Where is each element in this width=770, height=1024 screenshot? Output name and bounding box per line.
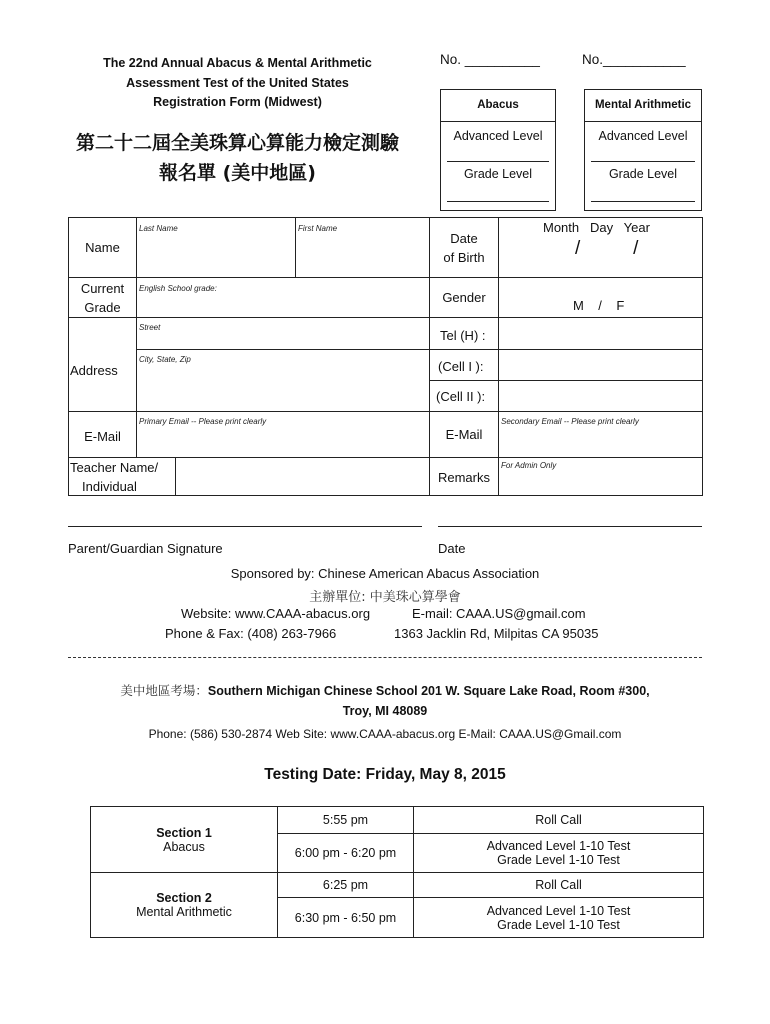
venue-location: Southern Michigan Chinese School 201 W. Square Lake Road, Room #300, bbox=[207, 684, 650, 698]
mental-grade-blank[interactable] bbox=[591, 201, 695, 202]
title-english bbox=[70, 54, 405, 113]
street-hint: Street bbox=[139, 323, 161, 332]
primary-email-field[interactable] bbox=[136, 411, 430, 458]
teacher-label-1: Teacher Name/ bbox=[70, 460, 159, 475]
email-2-label: E-Mail bbox=[445, 427, 483, 442]
title-zh-line-1: 第二十二屆全美珠算心算能力檢定測驗 bbox=[75, 132, 399, 154]
mental-grade-label: Grade Level bbox=[608, 167, 678, 181]
teacher-label-cell bbox=[68, 457, 176, 496]
secondary-email-hint: Secondary Email -- Please print clearly bbox=[501, 417, 639, 426]
number-field-1[interactable]: No. __________ bbox=[440, 52, 540, 67]
gender-field[interactable] bbox=[498, 277, 703, 318]
current-grade-label-1: Current bbox=[80, 281, 125, 296]
section-1-rollcall-time: 5:55 pm bbox=[278, 807, 414, 834]
remarks-field[interactable] bbox=[498, 457, 703, 496]
remarks-label: Remarks bbox=[437, 470, 490, 485]
section-1-test bbox=[414, 834, 704, 873]
school-grade-field[interactable] bbox=[136, 277, 430, 318]
street-field[interactable] bbox=[136, 317, 430, 350]
name-label: Name bbox=[85, 240, 120, 255]
title-line-1: The 22nd Annual Abacus & Mental Arithmetic bbox=[103, 56, 372, 70]
last-name-field[interactable] bbox=[136, 217, 296, 278]
section-1-cell bbox=[91, 807, 278, 873]
section-2-rollcall-time: 6:25 pm bbox=[278, 873, 414, 898]
number-field-2[interactable]: No.___________ bbox=[582, 52, 686, 67]
cell-2-label: (Cell II ): bbox=[436, 389, 486, 404]
sponsor-line-1: Sponsored by: Chinese American Abacus Association bbox=[230, 566, 540, 581]
section-1-grade: Grade Level 1-10 Test bbox=[497, 853, 620, 867]
dob-hint: Month Day Year bbox=[543, 220, 650, 235]
address-label: Address bbox=[70, 363, 118, 378]
secondary-email-field[interactable] bbox=[498, 411, 703, 458]
section-1-subject: Abacus bbox=[163, 839, 205, 854]
section-2-rollcall: Roll Call bbox=[414, 873, 704, 898]
email-label: E-Mail bbox=[84, 429, 121, 444]
abacus-grade-blank[interactable] bbox=[447, 201, 549, 202]
current-grade-label-cell bbox=[68, 277, 137, 318]
cell-2-field[interactable] bbox=[498, 380, 703, 412]
tel-home-label: Tel (H) : bbox=[440, 328, 486, 343]
primary-email-hint: Primary Email -- Please print clearly bbox=[139, 417, 267, 426]
cell-1-field[interactable] bbox=[498, 349, 703, 381]
first-name-field[interactable] bbox=[295, 217, 430, 278]
city-state-zip-field[interactable] bbox=[136, 349, 430, 412]
school-grade-hint: English School grade: bbox=[139, 284, 217, 293]
title-line-2: Assessment Test of the United States bbox=[126, 75, 349, 90]
sponsor-phone: Phone & Fax: (408) 263-7966 bbox=[165, 626, 337, 641]
teacher-label-2: Individual bbox=[82, 479, 137, 494]
sponsor-email[interactable]: E-mail: CAAA.US@gmail.com bbox=[412, 606, 586, 621]
section-2-test-time: 6:30 pm - 6:50 pm bbox=[278, 898, 414, 938]
abacus-grade-label: Grade Level bbox=[463, 167, 533, 181]
parent-signature-line[interactable] bbox=[68, 526, 422, 527]
section-2-advanced: Advanced Level 1-10 Test bbox=[486, 903, 631, 918]
section-1-advanced: Advanced Level 1-10 Test bbox=[486, 839, 631, 853]
section-2-cell bbox=[91, 873, 278, 938]
section-1-title: Section 1 bbox=[156, 825, 212, 840]
section-2-subject: Mental Arithmetic bbox=[136, 905, 232, 919]
mental-level-box bbox=[584, 89, 702, 211]
dob-label-cell bbox=[429, 217, 499, 278]
section-1-rollcall: Roll Call bbox=[414, 807, 704, 834]
abacus-advanced-blank[interactable] bbox=[447, 161, 549, 162]
mental-box-title: Mental Arithmetic bbox=[594, 99, 692, 111]
dob-label-2: of Birth bbox=[443, 250, 485, 265]
title-line-3: Registration Form (Midwest) bbox=[153, 95, 322, 109]
venue-line-1 bbox=[68, 681, 702, 699]
section-2-grade: Grade Level 1-10 Test bbox=[497, 917, 620, 932]
testing-date: Testing Date: Friday, May 8, 2015 bbox=[264, 766, 506, 783]
venue-contact: Phone: (586) 530-2874 Web Site: www.CAAA-abacus.org E-Mail: CAAA.US@Gmail.com bbox=[148, 727, 622, 741]
name-label-cell bbox=[68, 217, 137, 278]
dob-field[interactable] bbox=[498, 217, 703, 278]
remarks-label-cell bbox=[429, 457, 499, 496]
abacus-advanced-label: Advanced Level bbox=[453, 129, 543, 143]
gender-label: Gender bbox=[442, 290, 486, 305]
email-2-label-cell bbox=[429, 411, 499, 458]
section-1-test-time: 6:00 pm - 6:20 pm bbox=[278, 834, 414, 873]
section-2-title: Section 2 bbox=[156, 891, 212, 905]
cell-1-label: (Cell I ): bbox=[438, 359, 484, 374]
section-2-test bbox=[414, 898, 704, 938]
last-name-hint: Last Name bbox=[139, 224, 178, 233]
tel-home-label-cell bbox=[429, 317, 499, 350]
first-name-hint: First Name bbox=[298, 224, 338, 233]
signature-date-line[interactable] bbox=[438, 526, 702, 527]
gender-label-cell bbox=[429, 277, 499, 318]
sponsor-line-2: 主辦單位: 中美珠心算學會 bbox=[309, 590, 461, 605]
sponsor-address: 1363 Jacklin Rd, Milpitas CA 95035 bbox=[394, 626, 599, 641]
gender-options[interactable]: M / F bbox=[573, 298, 625, 313]
email-label-cell bbox=[68, 411, 137, 458]
title-chinese bbox=[60, 128, 415, 188]
abacus-box-title: Abacus bbox=[477, 99, 519, 111]
tel-home-field[interactable] bbox=[498, 317, 703, 350]
address-label-cell bbox=[68, 317, 137, 412]
teacher-name-field[interactable] bbox=[175, 457, 430, 496]
dob-slashes: / / bbox=[575, 238, 639, 259]
city-hint: City, State, Zip bbox=[139, 355, 191, 364]
schedule-table bbox=[90, 806, 704, 938]
mental-advanced-blank[interactable] bbox=[591, 161, 695, 162]
dob-label-1: Date bbox=[450, 231, 478, 246]
abacus-level-box bbox=[440, 89, 556, 211]
current-grade-label-2: Grade bbox=[84, 300, 121, 315]
sponsor-website[interactable]: Website: www.CAAA-abacus.org bbox=[181, 606, 371, 621]
admin-hint: For Admin Only bbox=[501, 461, 557, 470]
mental-advanced-label: Advanced Level bbox=[598, 129, 688, 143]
signature-date-label: Date bbox=[438, 541, 466, 556]
title-zh-line-2: 報名單 (美中地區) bbox=[159, 162, 316, 184]
venue-line-2: Troy, MI 48089 bbox=[342, 704, 428, 718]
venue-prefix: 美中地區考場： bbox=[120, 683, 208, 698]
cell-1-label-cell bbox=[429, 349, 499, 381]
cell-2-label-cell bbox=[429, 380, 499, 412]
parent-signature-label: Parent/Guardian Signature bbox=[68, 541, 223, 556]
dashed-separator bbox=[68, 657, 702, 658]
